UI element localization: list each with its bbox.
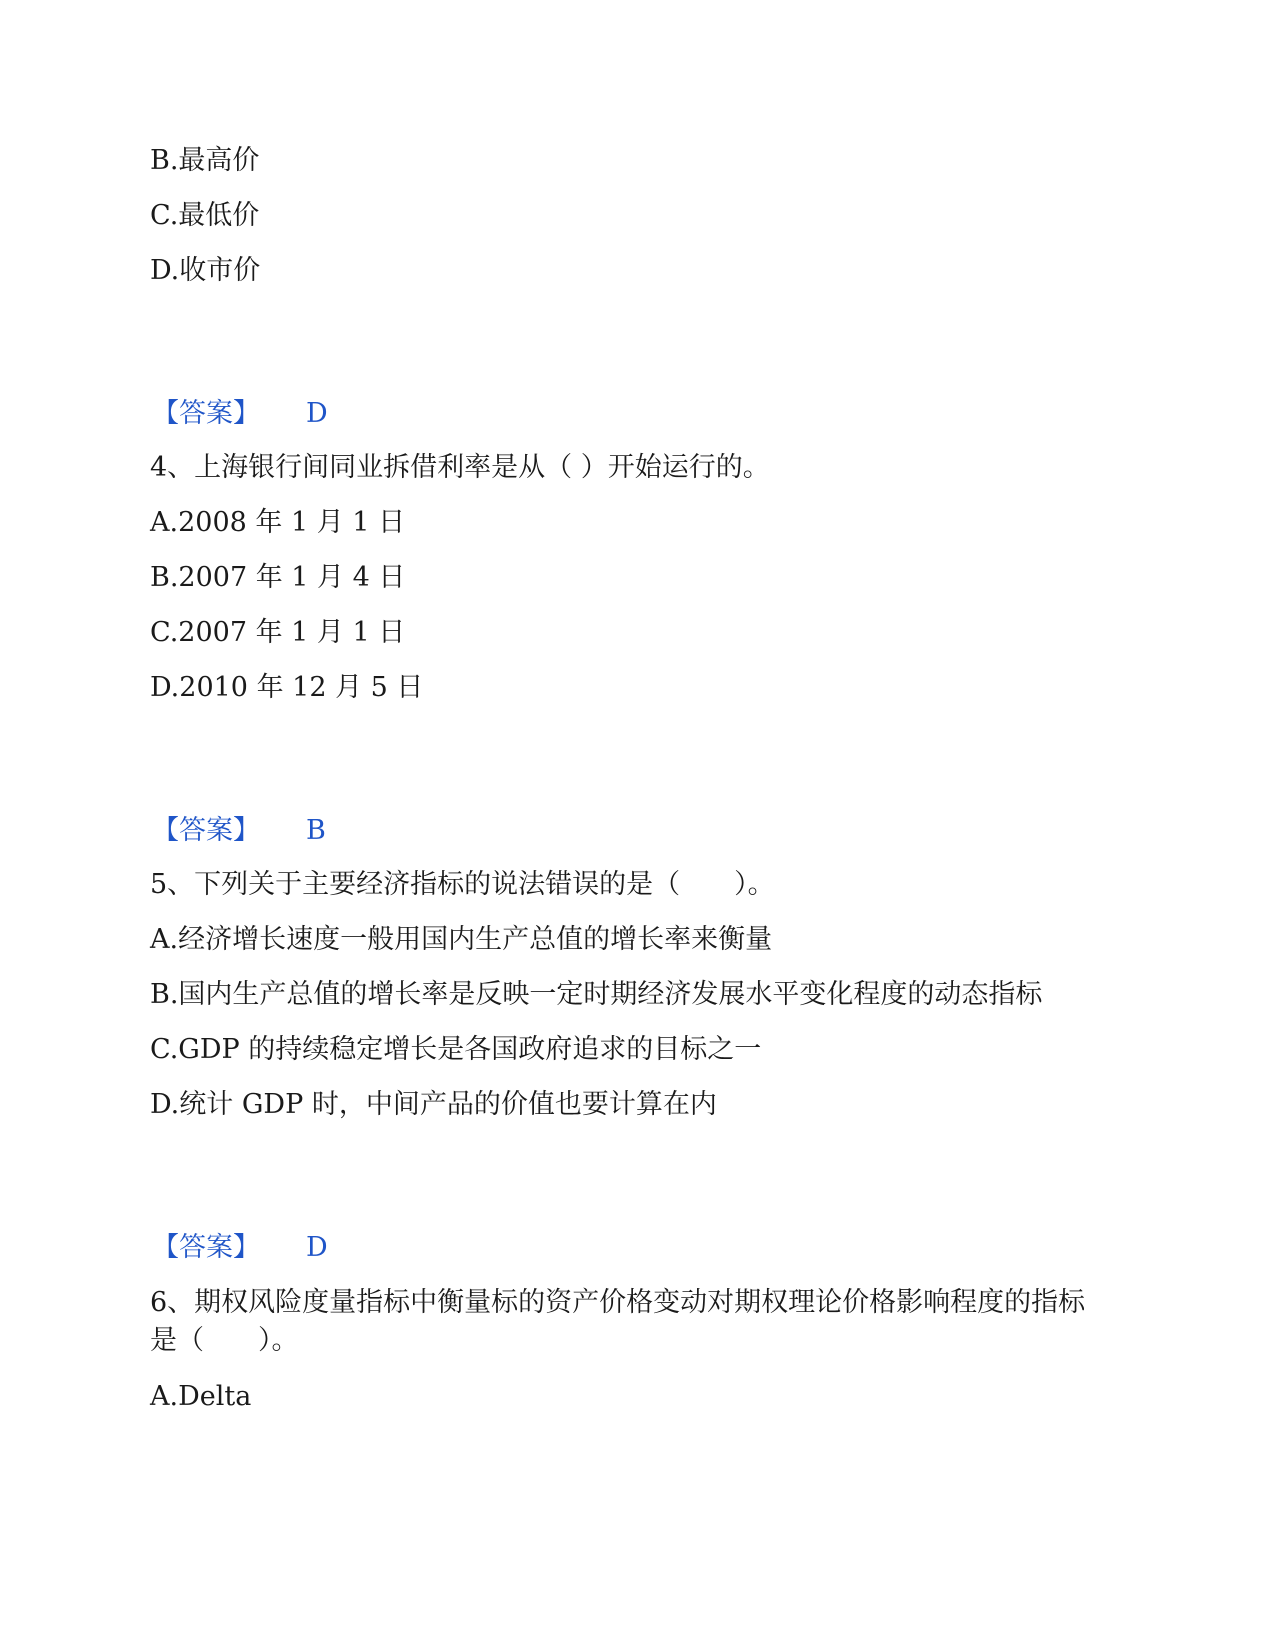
q5-answer-label: 【答案】 (152, 1232, 260, 1263)
q5-option-b: B.国内生产总值的增长率是反映一定时期经济发展水平变化程度的动态指标 (150, 979, 1043, 1010)
q3-option-b: B.最高价 (150, 145, 260, 176)
q3-answer (152, 397, 328, 431)
q4-answer-label: 【答案】 (152, 815, 260, 846)
q5-option-a: A.经济增长速度一般用国内生产总值的增长率来衡量 (150, 924, 773, 955)
q5-option-c: C.GDP 的持续稳定增长是各国政府追求的目标之一 (150, 1034, 762, 1065)
q4-option-c: C.2007 年 1 月 1 日 (150, 617, 406, 648)
q6-question: 6、期权风险度量指标中衡量标的资产价格变动对期权理论价格影响程度的指标是（ ）。 (150, 1287, 1086, 1356)
q5-question: 5、下列关于主要经济指标的说法错误的是（ ）。 (150, 869, 775, 900)
q3-answer-label: 【答案】 (152, 398, 260, 429)
q4-option-d: D.2010 年 12 月 5 日 (150, 672, 424, 703)
q6-option-a: A.Delta (150, 1381, 252, 1412)
q4-answer (152, 814, 326, 848)
q4-option-a: A.2008 年 1 月 1 日 (150, 507, 406, 538)
q3-option-c: C.最低价 (150, 200, 260, 231)
q5-answer-value: D (306, 1232, 328, 1263)
q3-answer-value: D (306, 398, 328, 429)
q4-question: 4、上海银行间同业拆借利率是从（ ）开始运行的。 (150, 452, 770, 483)
q3-option-d: D.收市价 (150, 255, 261, 286)
q4-option-b: B.2007 年 1 月 4 日 (150, 562, 406, 593)
q5-answer (152, 1231, 328, 1265)
q4-answer-value: B (306, 815, 326, 846)
q5-option-d: D.统计 GDP 时，中间产品的价值也要计算在内 (150, 1089, 717, 1120)
